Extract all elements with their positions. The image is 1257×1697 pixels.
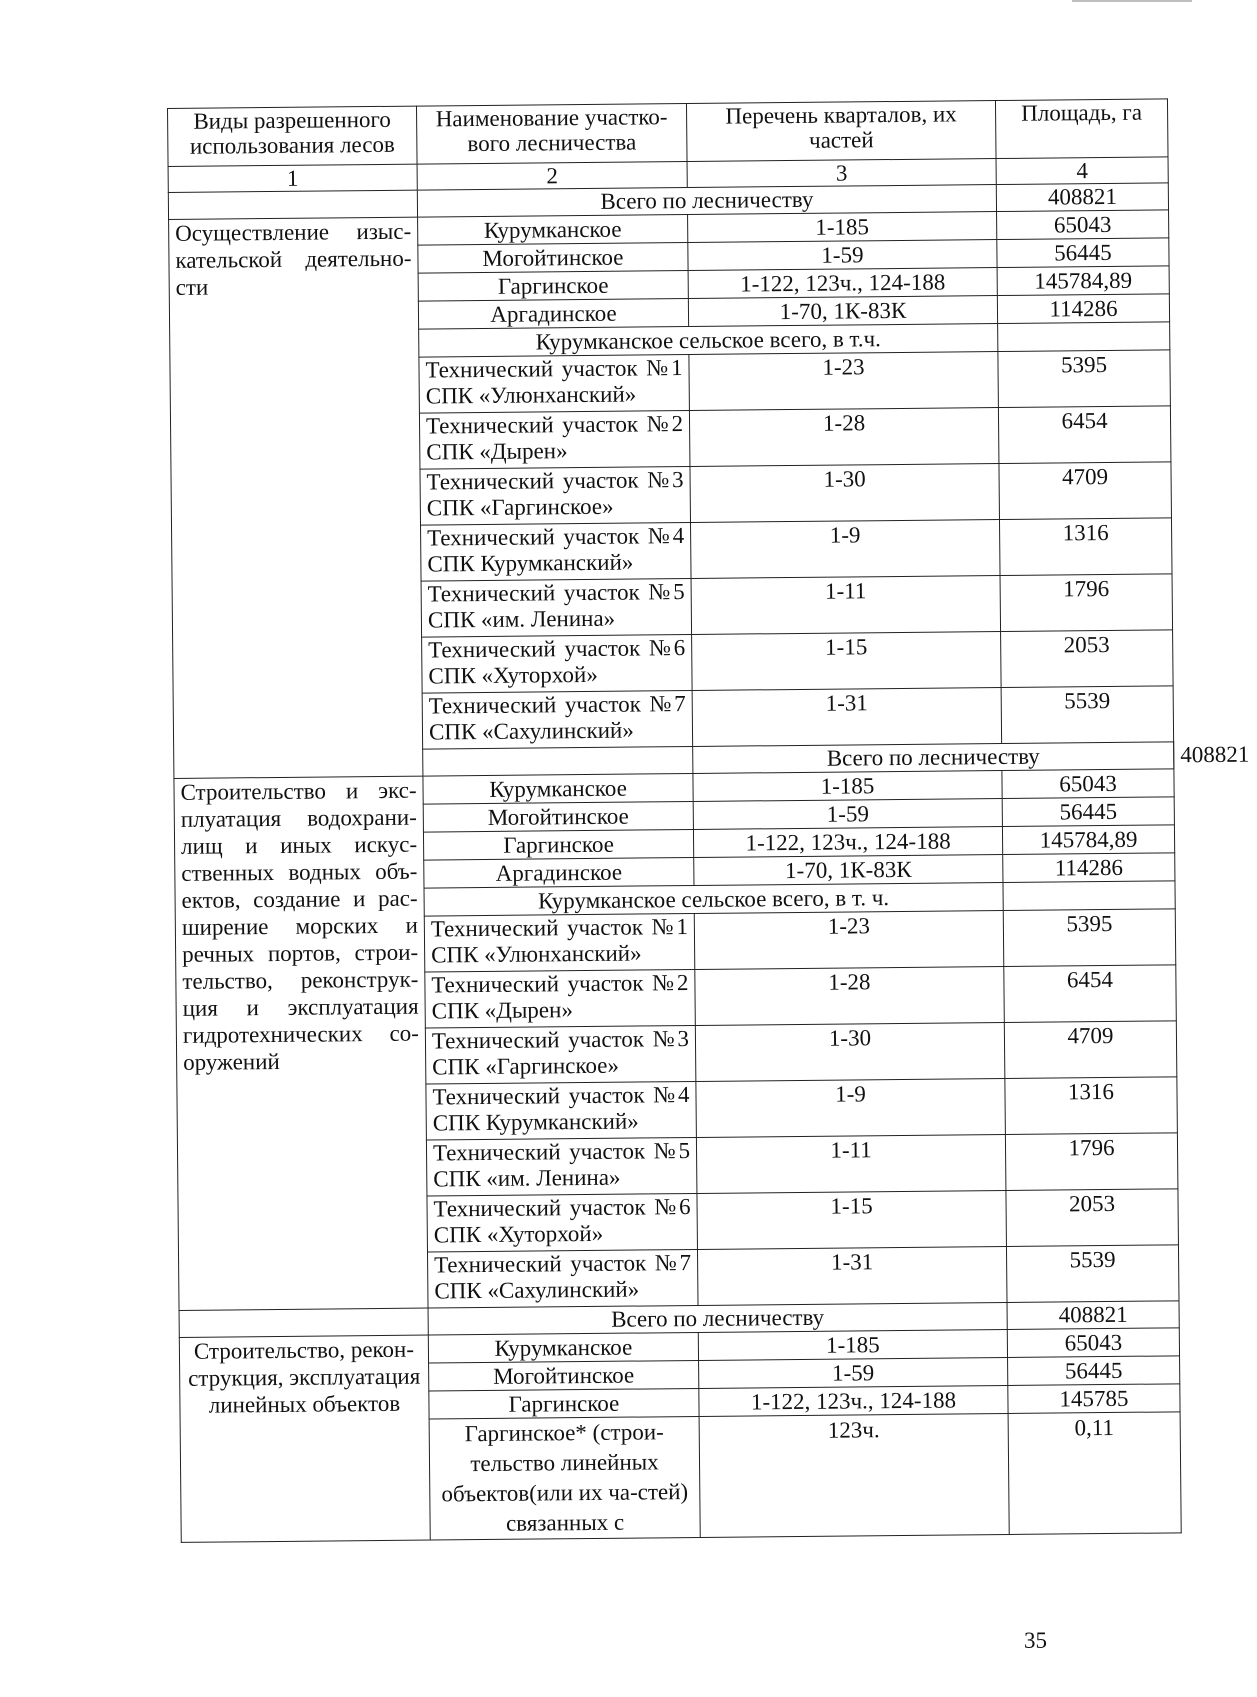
tech-site-name: Технический участок №2 СПК «Дырен» [425, 969, 696, 1028]
site-name: Курумканское [423, 773, 693, 804]
site-area: 114286 [997, 294, 1169, 324]
tech-site-name: Технический участок №1 СПК «Улюнханский» [424, 913, 695, 972]
site-quarters: 1-70, 1К-83К [694, 855, 1003, 886]
site-area: 56445 [997, 238, 1169, 268]
tech-site-area: 5395 [1003, 909, 1176, 967]
tech-site-quarters: 1-11 [696, 1134, 1006, 1193]
site-quarters: 1-70, 1К-83К [688, 296, 997, 327]
site-name: Могойтинское [429, 1360, 699, 1391]
tech-site-area: 1796 [1000, 574, 1173, 632]
tech-site-name: Технический участок №4 СПК Курумканский» [421, 522, 692, 581]
tech-site-quarters: 1-28 [695, 967, 1005, 1026]
subtotal-label: Курумканское сельское всего, в т. ч. [424, 883, 1003, 917]
site-area: 145784,89 [997, 266, 1169, 296]
site-name: Аргадинское [424, 857, 694, 888]
site-quarters: 1-122, 123ч., 124-188 [693, 827, 1002, 858]
tech-site-area: 4709 [1004, 1021, 1177, 1079]
table-header-row [168, 99, 1169, 167]
page-edge-line [1072, 0, 1192, 2]
total-label: Всего по лесничеству [693, 742, 1174, 774]
header-use-type: Виды разрешенного использования лесов [168, 106, 418, 166]
tech-site-name: Технический участок №6 СПК «Хуторхой» [427, 1193, 698, 1252]
tech-site-area: 5539 [1001, 686, 1174, 744]
total-area: 408821 [1007, 1301, 1179, 1330]
column-number-1: 1 [168, 164, 417, 192]
tech-site-name: Технический участок №5 СПК «им. Ленина» [426, 1137, 697, 1196]
tech-site-name: Технический участок №1 СПК «Улюнханский» [419, 355, 690, 414]
site-quarters: 1-185 [693, 771, 1002, 802]
use-type-cell: Осуществление изыс-кательской деятельно-сти [169, 217, 423, 778]
tech-site-name: Технический участок №3 СПК «Гаргинское» [420, 466, 691, 525]
tech-site-name: Технический участок №5 СПК «им. Ленина» [421, 578, 692, 637]
header-quarters-list: Перечень кварталов, их частей [686, 101, 996, 162]
total-area: 408821 [996, 183, 1168, 212]
site-name: Курумканское [418, 215, 688, 246]
site-quarters: 1-185 [698, 1329, 1007, 1360]
site-name: Гаргинское [423, 829, 693, 860]
empty-cell [1003, 881, 1175, 911]
tech-site-quarters: 1-23 [694, 911, 1004, 970]
column-number-2: 2 [417, 162, 687, 191]
site-quarters: 1-59 [688, 240, 997, 271]
tech-site-area: 2053 [1001, 630, 1174, 688]
tech-site-quarters: 1-11 [691, 576, 1001, 635]
site-area: 65043 [1002, 769, 1174, 799]
site-quarters: 1-122, 123ч., 124-188 [688, 268, 997, 299]
site-name: Курумканское [428, 1332, 698, 1363]
site-area: 56445 [1002, 797, 1174, 827]
total-label: Всего по лесничеству [428, 1302, 1007, 1335]
site-quarters: 1-59 [699, 1357, 1008, 1388]
tech-site-quarters: 1-30 [695, 1023, 1005, 1082]
site-area: 56445 [1008, 1356, 1180, 1386]
tech-site-name: Технический участок №2 СПК «Дырен» [419, 410, 690, 469]
tech-site-area: 4709 [999, 462, 1172, 520]
column-number-3: 3 [687, 159, 996, 188]
forest-use-table [167, 98, 1250, 1543]
tech-site-name: Технический участок №7 СПК «Сахулинский» [427, 1249, 698, 1308]
note-site-quarters: 123ч. [699, 1413, 1009, 1537]
empty-cell [168, 190, 417, 219]
site-area: 145784,89 [1002, 825, 1174, 855]
site-area: 114286 [1003, 853, 1175, 883]
header-forestry-name: Наименование участко-вого лесничества [416, 104, 687, 165]
note-site-area: 0,11 [1008, 1412, 1181, 1535]
page-number: 35 [1024, 1628, 1047, 1653]
site-name: Могойтинское [423, 801, 693, 832]
site-quarters: 1-185 [688, 212, 997, 243]
tech-site-quarters: 1-31 [692, 688, 1002, 747]
tech-site-area: 1316 [999, 518, 1172, 576]
tech-site-quarters: 1-15 [697, 1190, 1007, 1249]
site-quarters: 1-122, 123ч., 124-188 [699, 1385, 1008, 1416]
tech-site-area: 1316 [1005, 1077, 1178, 1135]
tech-site-area: 5395 [998, 350, 1171, 408]
site-name: Гаргинское [429, 1388, 699, 1419]
subtotal-label: Курумканское сельское всего, в т.ч. [419, 324, 998, 358]
tech-site-name: Технический участок №3 СПК «Гаргинское» [425, 1025, 696, 1084]
tech-site-quarters: 1-30 [690, 464, 1000, 523]
site-quarters: 1-59 [693, 799, 1002, 830]
empty-cell [179, 1308, 428, 1337]
note-site-name: Гаргинское* (строи-тельство линейных объектов(или их ча-стей) связанных с [429, 1416, 700, 1540]
tech-site-quarters: 1-31 [697, 1246, 1007, 1305]
site-area: 65043 [1007, 1328, 1179, 1358]
tech-site-area: 6454 [1004, 965, 1177, 1023]
site-name: Могойтинское [418, 243, 688, 274]
empty-cell [998, 322, 1170, 352]
tech-site-name: Технический участок №7 СПК «Сахулинский» [422, 690, 693, 749]
column-number-4: 4 [996, 157, 1168, 185]
tech-site-quarters: 1-28 [689, 408, 999, 467]
tech-site-name: Технический участок №4 СПК Курумканский» [426, 1081, 697, 1140]
tech-site-name: Технический участок №6 СПК «Хуторхой» [422, 634, 693, 693]
tech-site-area: 5539 [1006, 1245, 1179, 1303]
header-area: Площадь, га [995, 99, 1168, 159]
tech-site-area: 6454 [998, 406, 1171, 464]
site-name: Аргадинское [418, 299, 688, 330]
tech-site-quarters: 1-9 [696, 1079, 1006, 1138]
total-label: Всего по лесничеству [417, 185, 996, 218]
site-area: 65043 [997, 210, 1169, 240]
use-type-cell: Строительство, рекон-струкция, эксплуатация линейных объектов [179, 1335, 430, 1542]
tech-site-quarters: 1-15 [692, 632, 1002, 691]
site-name: Гаргинское [418, 271, 688, 302]
use-type-cell: Строительство и экс-плуатация водохрани-лищ и иных искус-ственных водных объ-ектов, создание и рас-ширение морских и речных портов, строи-тельство, реконструк-ция и эксплуатация гидротехнических со-оружений [174, 776, 428, 1310]
tech-site-area: 2053 [1006, 1189, 1179, 1247]
tech-site-quarters: 1-9 [691, 520, 1001, 579]
empty-cell [423, 746, 693, 776]
document-page [167, 98, 1250, 1543]
site-area: 145785 [1008, 1384, 1180, 1414]
tech-site-quarters: 1-23 [689, 352, 999, 411]
tech-site-area: 1796 [1005, 1133, 1178, 1191]
